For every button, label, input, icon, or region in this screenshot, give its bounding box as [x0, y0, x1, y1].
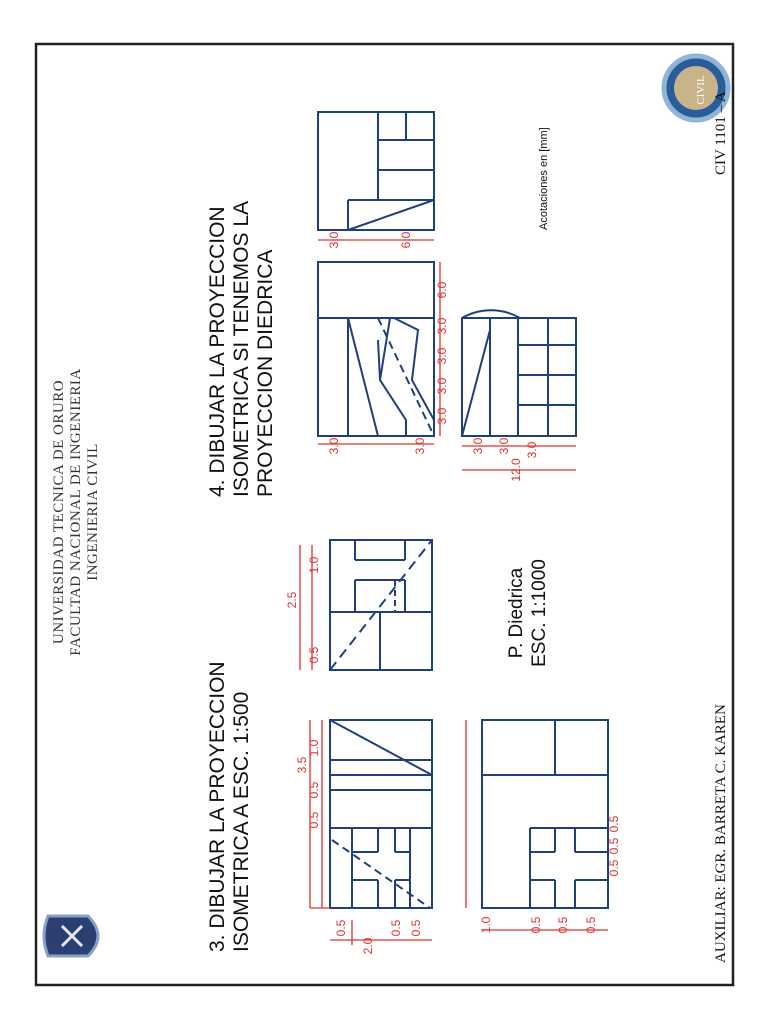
svg-text:0.5: 0.5: [607, 837, 621, 855]
career-name: INGENIERIA CIVIL: [85, 443, 101, 581]
university-shield-icon: [44, 916, 98, 956]
svg-text:3.0: 3.0: [327, 231, 341, 249]
svg-text:3.0: 3.0: [327, 437, 341, 455]
course-code: CIV 1101 – A: [713, 91, 729, 175]
ex3-dimension-labels: [285, 556, 621, 954]
svg-text:3.0: 3.0: [435, 407, 449, 425]
ex4-side-view: [318, 112, 434, 230]
svg-text:0.5: 0.5: [307, 811, 321, 829]
assistant-name: AUXILIAR: EGR. BARRETA C. KAREN: [713, 704, 729, 963]
svg-text:0.5: 0.5: [607, 859, 621, 877]
svg-text:3.0: 3.0: [435, 317, 449, 335]
exercise3-view-label1: P. Diedrica: [506, 567, 527, 659]
svg-text:0.5: 0.5: [389, 919, 403, 937]
ex3-side-view: [330, 540, 432, 670]
sheet-frame: [36, 44, 733, 985]
svg-text:0.5: 0.5: [529, 916, 543, 934]
svg-text:1.0: 1.0: [479, 916, 493, 934]
ex3-front-view: [330, 720, 432, 908]
exercise4-title-line2: ISOMETRICA SI TENEMOS LA: [230, 200, 253, 497]
svg-text:12.0: 12.0: [509, 458, 523, 482]
svg-text:0.5: 0.5: [409, 919, 423, 937]
svg-text:2.5: 2.5: [285, 591, 299, 609]
svg-text:1.0: 1.0: [307, 739, 321, 757]
svg-text:3.0: 3.0: [413, 437, 427, 455]
faculty-name: FACULTAD NACIONAL DE INGENIERIA: [68, 368, 84, 656]
ex4-plan-view: [462, 310, 576, 436]
exercise3-view-label2: ESC. 1:1000: [529, 559, 550, 667]
svg-text:3.0: 3.0: [525, 441, 539, 459]
svg-text:3.0: 3.0: [435, 377, 449, 395]
svg-text:6.0: 6.0: [399, 231, 413, 249]
exercise4-title-line1: 4. DIBUJAR LA PROYECCION: [206, 206, 229, 497]
ex3-dimensions: [300, 545, 608, 945]
exercise3-title-line1: 3. DIBUJAR LA PROYECCION: [206, 661, 229, 952]
exercise3-title-line2: ISOMETRICA A ESC. 1:500: [230, 691, 253, 952]
svg-text:3.0: 3.0: [497, 437, 511, 455]
svg-text:0.5: 0.5: [307, 781, 321, 799]
svg-text:CIVIL: CIVIL: [695, 75, 707, 105]
ex4-front-view: [318, 262, 434, 436]
university-name: UNIVERSIDAD TECNICA DE ORURO: [51, 379, 67, 645]
ex3-top-view: [482, 720, 608, 908]
svg-text:3.0: 3.0: [435, 347, 449, 365]
svg-text:0.5: 0.5: [334, 919, 348, 937]
svg-text:3.5: 3.5: [295, 756, 309, 774]
svg-text:0.5: 0.5: [607, 815, 621, 833]
svg-text:0.5: 0.5: [584, 916, 598, 934]
svg-text:3.0: 3.0: [471, 437, 485, 455]
units-note: Acotaciones en [mm]: [538, 127, 550, 230]
svg-text:1.0: 1.0: [307, 556, 321, 574]
svg-text:0.5: 0.5: [556, 916, 570, 934]
svg-text:2.0: 2.0: [361, 937, 375, 955]
svg-text:0.5: 0.5: [307, 646, 321, 664]
svg-text:6.0: 6.0: [435, 281, 449, 299]
exercise4-title-line3: PROYECCION DIEDRICA: [254, 249, 277, 497]
